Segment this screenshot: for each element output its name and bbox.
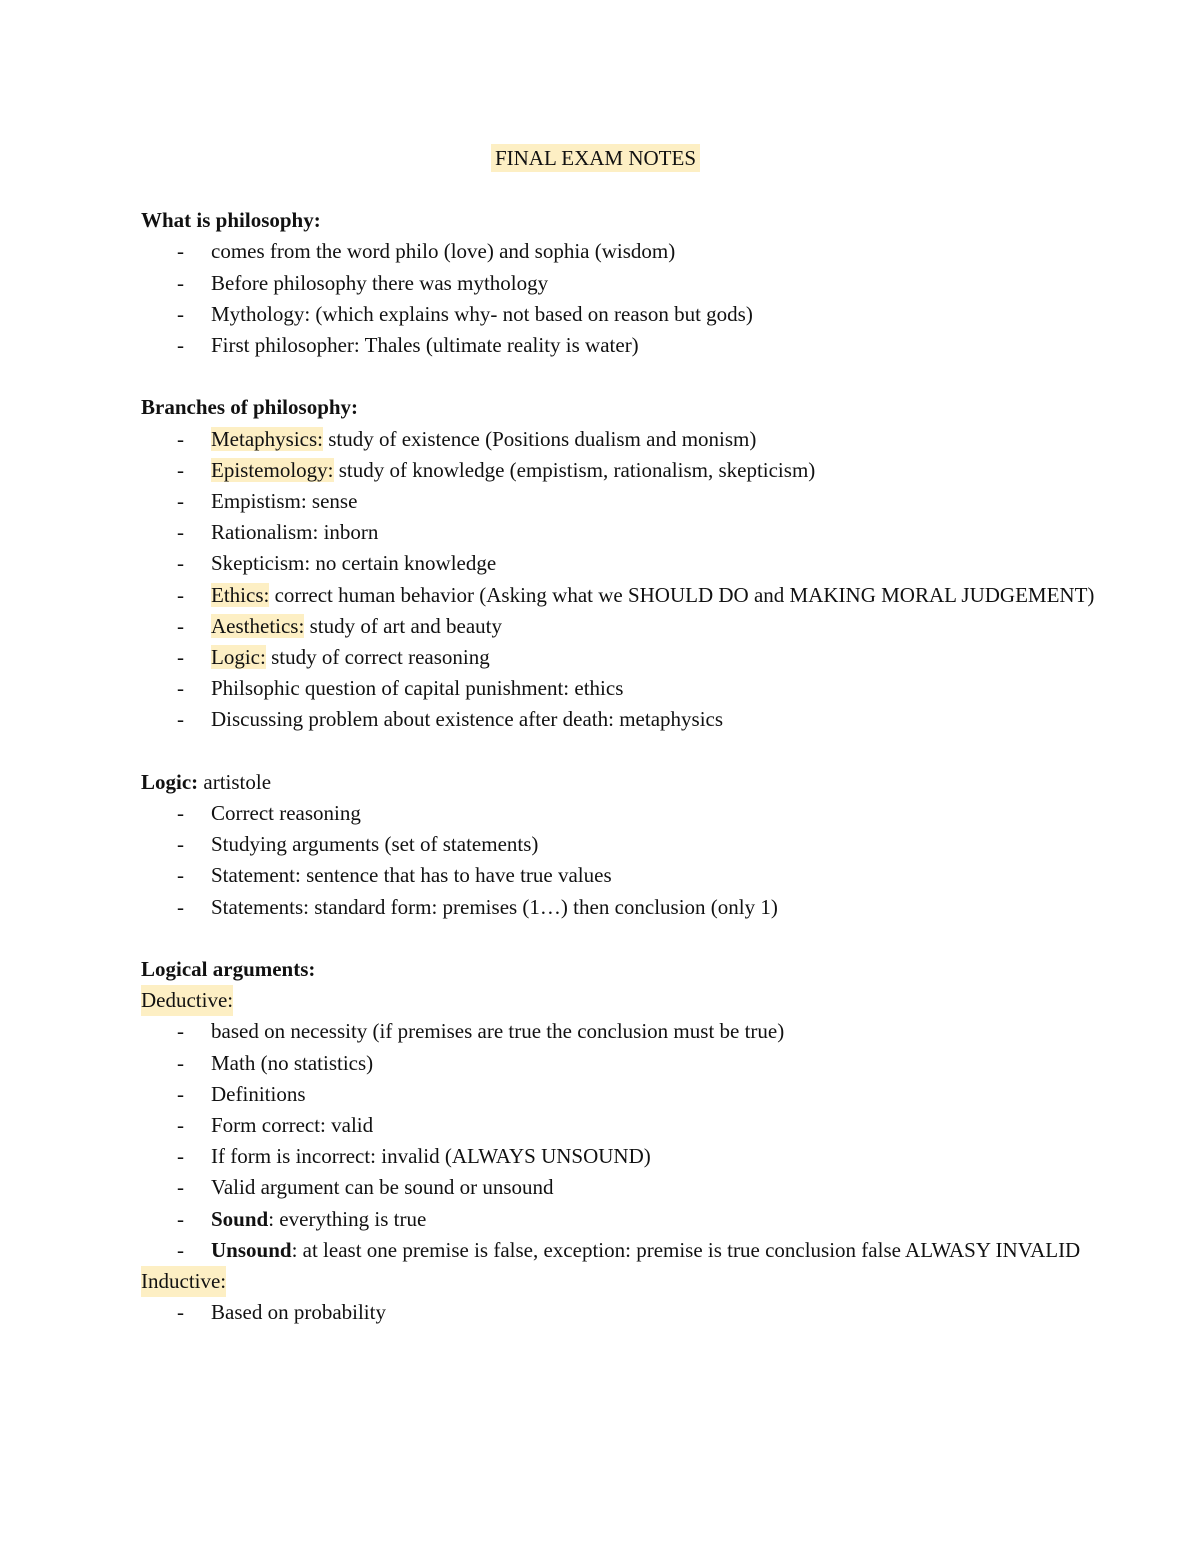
highlighted-term: Metaphysics: [211, 426, 323, 451]
list-item: - Statements: standard form: premises (1…) then conclusion (only 1) [141, 892, 1100, 923]
dash-bullet: - [177, 1300, 184, 1325]
dash-bullet: - [177, 551, 184, 576]
document-title [141, 143, 1100, 174]
dash-bullet: - [177, 1237, 184, 1262]
dash-bullet: - [177, 1081, 184, 1106]
list-item: - Metaphysics: study of existence (Positions dualism and monism) [141, 424, 1100, 455]
list-item: - Sound: everything is true [141, 1204, 1100, 1235]
section-heading: Branches of philosophy: [141, 395, 359, 420]
section-logic [141, 767, 1100, 923]
dash-bullet: - [177, 613, 184, 638]
document-title-text: FINAL EXAM NOTES [491, 144, 700, 172]
list-item: - Skepticism: no certain knowledge [141, 548, 1100, 579]
bold-term: Sound [211, 1206, 269, 1231]
dash-bullet: - [177, 1113, 184, 1138]
highlighted-term: Logic: [211, 645, 266, 670]
dash-bullet: - [177, 1050, 184, 1075]
section-heading: What is philosophy: [141, 208, 321, 233]
list-item: - Mythology: (which explains why- not based on reason but gods) [141, 299, 1100, 330]
dash-bullet: - [177, 520, 184, 545]
dash-bullet: - [177, 707, 184, 732]
bold-term: Unsound [211, 1237, 292, 1262]
subheading-inductive: Inductive: [141, 1266, 1100, 1297]
list-item: - comes from the word philo (love) and sophia (wisdom) [141, 236, 1100, 267]
dash-bullet: - [177, 270, 184, 295]
list-item: - Math (no statistics) [141, 1048, 1100, 1079]
dash-bullet: - [177, 1206, 184, 1231]
list-item: - If form is incorrect: invalid (ALWAYS UNSOUND) [141, 1141, 1100, 1172]
list-item: - Statement: sentence that has to have true values [141, 860, 1100, 891]
dash-bullet: - [177, 676, 184, 701]
dash-bullet: - [177, 894, 184, 919]
list-item: - Unsound: at least one premise is false, exception: premise is true conclusion false ALWASY INVALID [141, 1235, 1100, 1266]
list-item: - Philsophic question of capital punishment: ethics [141, 673, 1100, 704]
list-item: - Correct reasoning [141, 798, 1100, 829]
dash-bullet: - [177, 1144, 184, 1169]
list-item: - Rationalism: inborn [141, 517, 1100, 548]
list-item: - based on necessity (if premises are true the conclusion must be true) [141, 1016, 1100, 1047]
dash-bullet: - [177, 832, 184, 857]
list-item: - Studying arguments (set of statements) [141, 829, 1100, 860]
section-heading: Logical arguments: [141, 957, 316, 982]
list-item: - Logic: study of correct reasoning [141, 642, 1100, 673]
subheading-deductive: Deductive: [141, 985, 1100, 1016]
list-item: - Ethics: correct human behavior (Asking what we SHOULD DO and MAKING MORAL JUDGEMENT) [141, 580, 1100, 611]
bullet-list [141, 798, 1100, 923]
list-item: - Aesthetics: study of art and beauty [141, 611, 1100, 642]
list-item: - Empistism: sense [141, 486, 1100, 517]
dash-bullet: - [177, 301, 184, 326]
dash-bullet: - [177, 426, 184, 451]
highlighted-term: Aesthetics: [211, 613, 305, 638]
list-item: - First philosopher: Thales (ultimate reality is water) [141, 330, 1100, 361]
dash-bullet: - [177, 457, 184, 482]
list-item: - Form correct: valid [141, 1110, 1100, 1141]
highlighted-term: Epistemology: [211, 457, 334, 482]
list-item: - Valid argument can be sound or unsound [141, 1172, 1100, 1203]
bullet-list [141, 236, 1100, 361]
bullet-list [141, 1016, 1100, 1266]
dash-bullet: - [177, 489, 184, 513]
list-item: - Based on probability [141, 1297, 1100, 1328]
dash-bullet: - [177, 239, 184, 264]
bullet-list [141, 424, 1100, 736]
list-item: - Definitions [141, 1079, 1100, 1110]
list-item: - Discussing problem about existence after death: metaphysics [141, 704, 1100, 735]
dash-bullet: - [177, 801, 184, 826]
dash-bullet: - [177, 333, 184, 357]
dash-bullet: - [177, 1175, 184, 1200]
dash-bullet: - [177, 1019, 184, 1044]
bullet-list [141, 1297, 1100, 1328]
section-logical-arguments [141, 954, 1100, 1328]
dash-bullet: - [177, 863, 184, 888]
list-item: - Epistemology: study of knowledge (empistism, rationalism, skepticism) [141, 455, 1100, 486]
section-heading: Logic: artistole [141, 769, 272, 794]
dash-bullet: - [177, 582, 184, 607]
highlighted-term: Ethics: [211, 582, 270, 607]
section-branches-of-philosophy [141, 392, 1100, 735]
dash-bullet: - [177, 645, 184, 670]
section-what-is-philosophy [141, 205, 1100, 361]
list-item: - Before philosophy there was mythology [141, 268, 1100, 299]
